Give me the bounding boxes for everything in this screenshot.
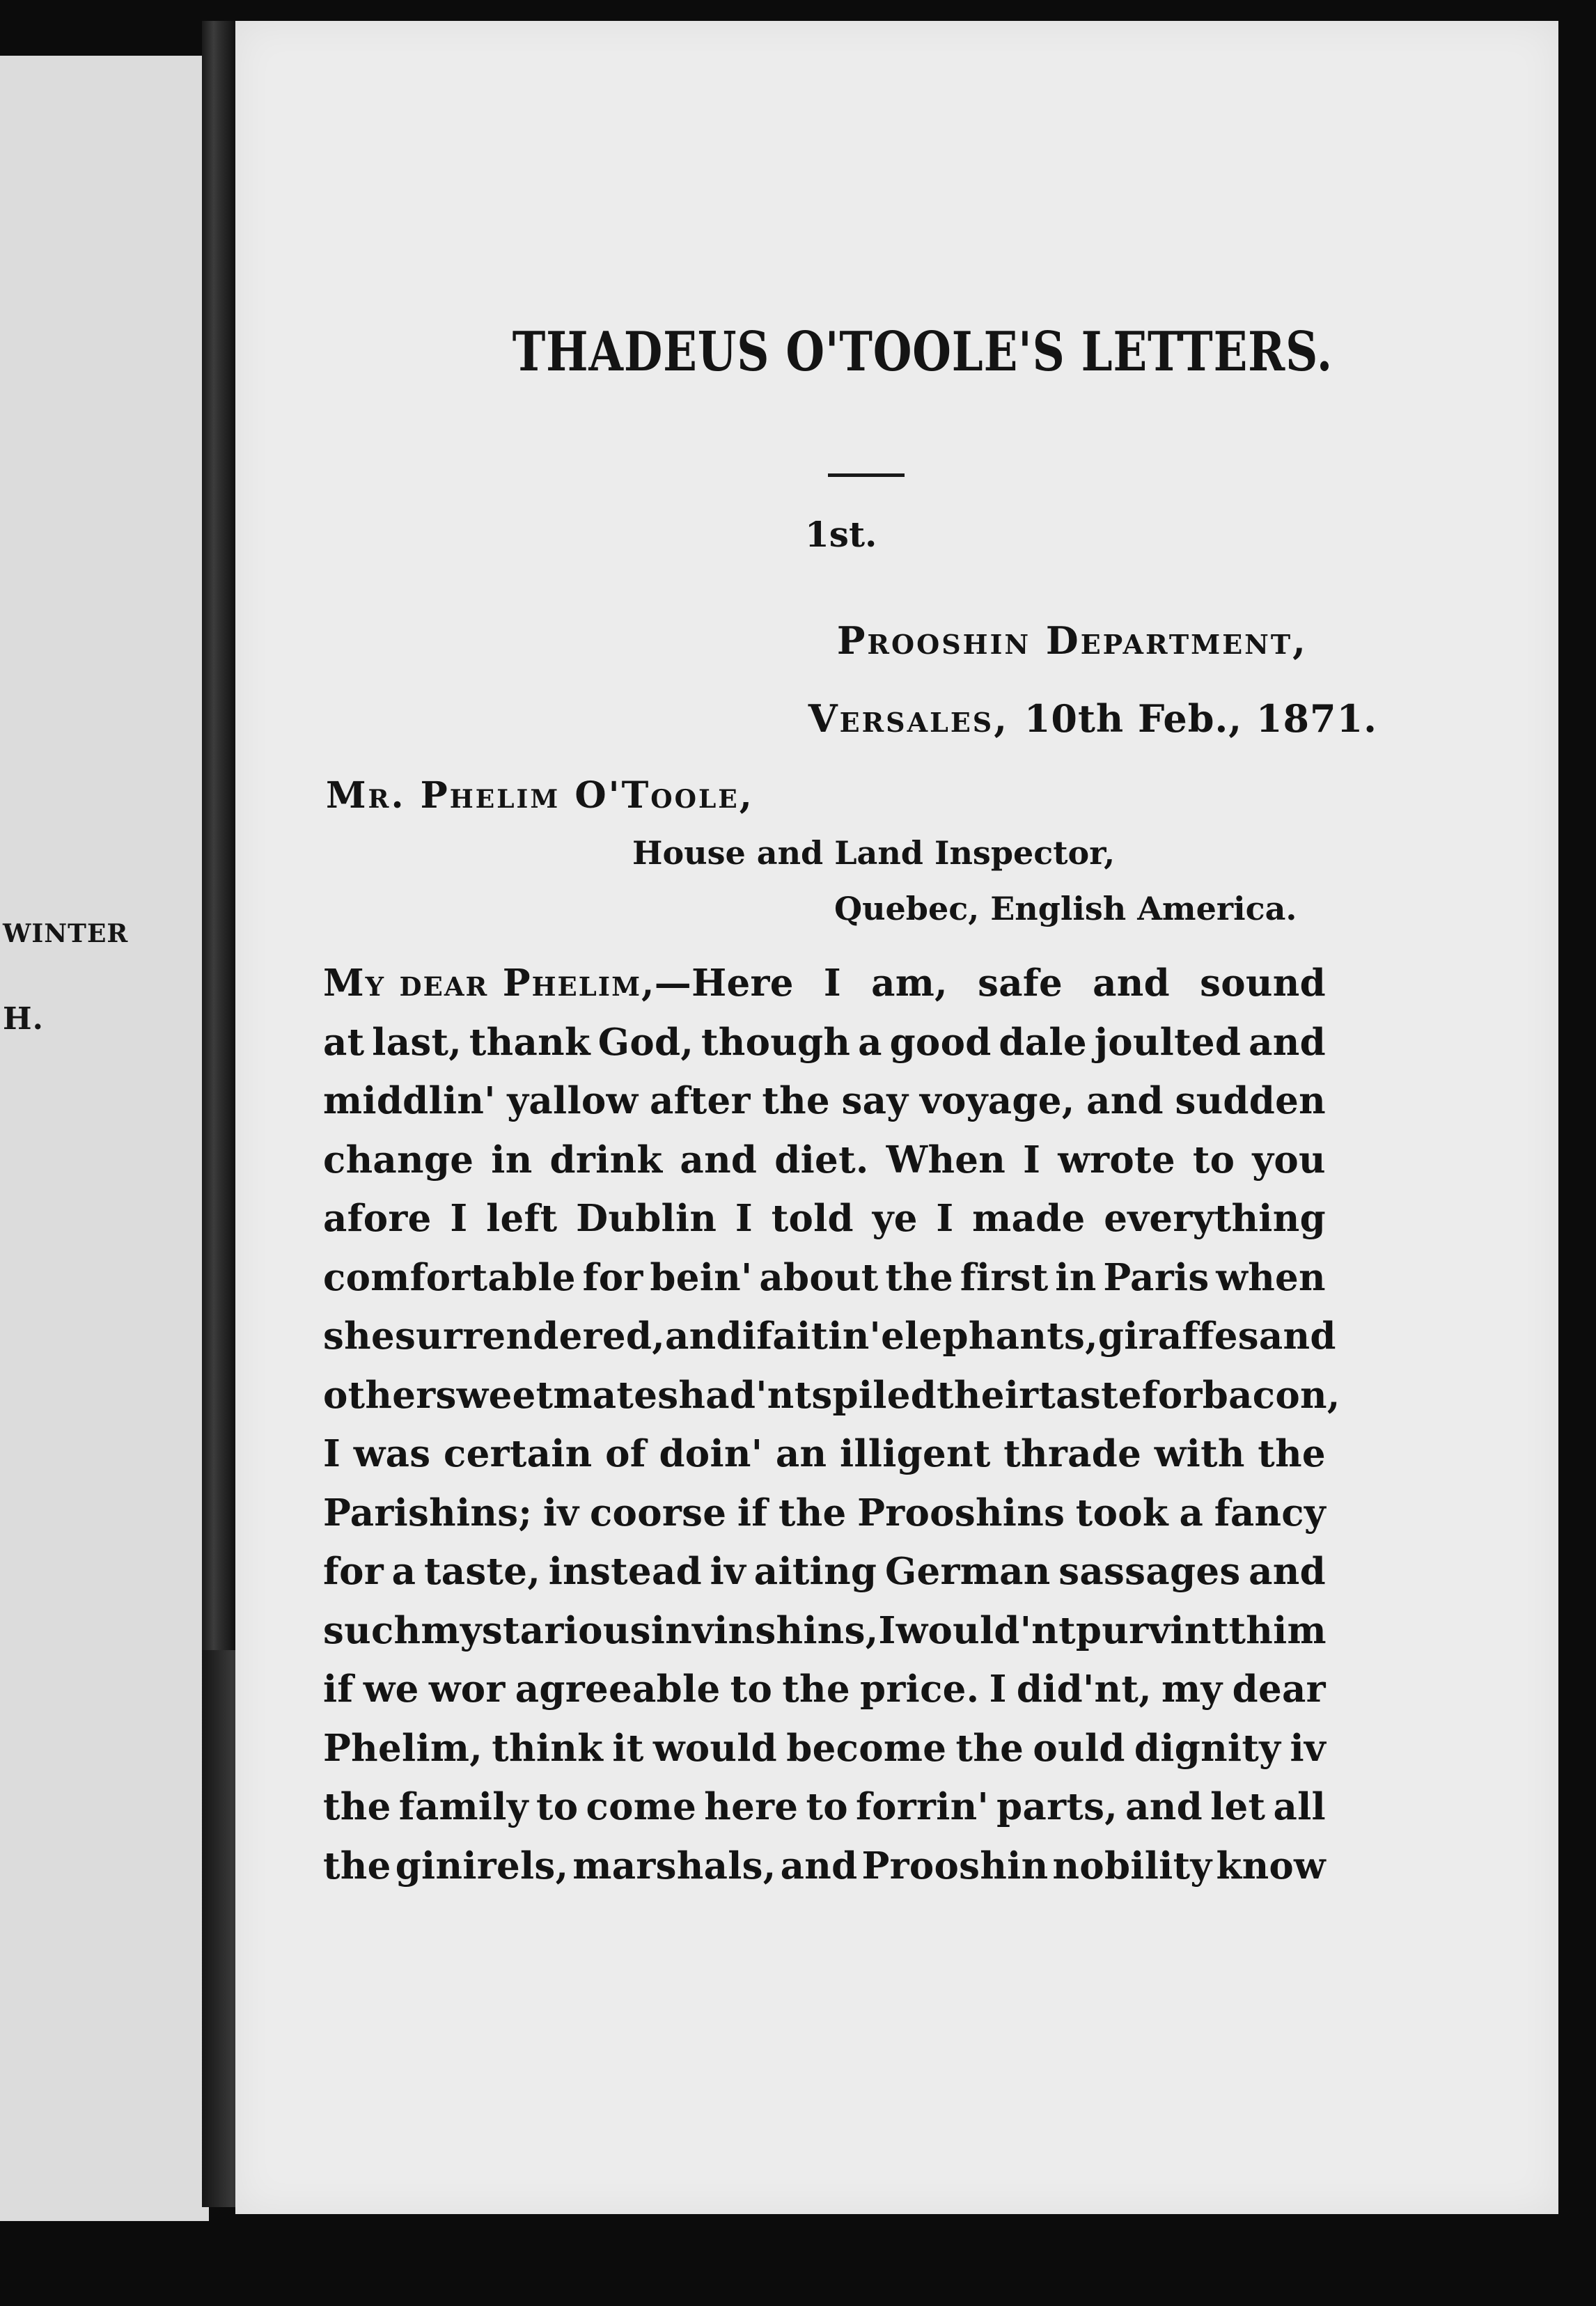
body-word: Phelim, [323,1726,483,1770]
body-word: aiting [753,1550,877,1593]
body-word: ye [872,1197,918,1240]
body-word: good [889,1020,992,1064]
body-line [323,1719,1326,1778]
body-word: diet. [774,1138,869,1182]
left-facing-page [0,56,209,2221]
body-word: a [858,1020,882,1064]
body-word: become [786,1726,947,1770]
body-word: took [1075,1491,1168,1535]
body-word: made [972,1197,1086,1240]
body-word: giraffes [1097,1315,1259,1358]
addressee-line: House and Land Inspector, [632,834,1116,872]
body-word: instead [548,1550,702,1593]
body-word: and [1093,962,1170,1005]
body-word: and [1249,1020,1326,1064]
body-word: Prooshin [861,1844,1049,1888]
body-word: let [1210,1785,1266,1828]
body-word: told [771,1197,854,1240]
body-word: their [937,1373,1039,1417]
body-line [323,1131,1326,1190]
body-line [323,1660,1326,1719]
body-word: coorse [589,1491,727,1535]
body-word: and [1249,1550,1326,1593]
body-word: when [1216,1255,1326,1299]
body-word: iv [1290,1726,1326,1770]
body-word: middlin' [323,1079,496,1122]
body-word: in [1055,1255,1097,1299]
body-line [323,1425,1326,1484]
body-word: come [586,1785,697,1828]
body-word: first [960,1255,1049,1299]
body-word: ould [1033,1726,1125,1770]
body-word: sudden [1175,1079,1326,1122]
body-word: certain [444,1432,593,1475]
body-word: to [730,1668,773,1711]
body-word: Dublin [576,1197,717,1240]
body-word: the [1258,1432,1326,1475]
body-word: purvint [1075,1608,1229,1652]
body-word: last, [372,1020,462,1064]
body-word: bein' [650,1255,753,1299]
body-word: though [701,1020,851,1064]
body-word: I [735,1197,753,1240]
body-word: wrote [1058,1138,1175,1182]
body-word: a [391,1550,416,1593]
body-word: thim [1228,1608,1327,1652]
body-word: the [885,1255,954,1299]
addressee-name: Mr. Phelim O'Toole, [326,774,754,817]
body-word: it [612,1726,644,1770]
body-line [323,1484,1326,1543]
body-word: I [989,1668,1007,1711]
body-word: safe [978,962,1063,1005]
body-line [323,954,1326,1013]
body-word: agreeable [515,1668,721,1711]
body-word: God, [597,1020,694,1064]
body-word: doin' [659,1432,763,1475]
body-line [323,1072,1326,1131]
body-word: forrin' [856,1785,989,1828]
body-word: wor [428,1668,506,1711]
letter-number: 1st. [805,514,877,555]
body-word: spiled [811,1373,937,1417]
body-word: I [323,1432,341,1475]
body-word: thank [469,1020,590,1064]
body-word: would [652,1726,778,1770]
body-word: the [323,1785,391,1828]
dateline-department: Prooshin Department, [836,618,1308,663]
body-word: everything [1104,1197,1326,1240]
body-line [323,1013,1326,1072]
body-word: I [823,962,841,1005]
body-word: and [780,1844,858,1888]
body-word: after [650,1079,751,1122]
body-word: did'nt, [1016,1668,1152,1711]
body-word: she [323,1315,395,1358]
body-line [323,1366,1340,1425]
title-rule [828,473,905,477]
body-word: am, [871,962,948,1005]
body-word: the [762,1079,830,1122]
body-word: iv [542,1491,579,1535]
body-word: sassages [1058,1550,1241,1593]
body-word: taste, [423,1550,541,1593]
body-word: all [1273,1785,1326,1828]
body-word: and [680,1138,758,1182]
body-word: you [1252,1138,1326,1182]
body-word: an [775,1432,827,1475]
body-word: if [737,1491,768,1535]
body-word: dignity [1134,1726,1281,1770]
body-word: fancy [1214,1491,1326,1535]
body-word: comfortable [323,1255,576,1299]
body-word: invinshins, [650,1608,879,1652]
body-word: know [1216,1844,1326,1888]
body-word: mystarious [421,1608,651,1652]
body-word: we [363,1668,419,1711]
body-word: for [582,1255,643,1299]
body-word: had'nt [678,1373,812,1417]
body-word: the [323,1844,391,1888]
body-word: would'nt [895,1608,1076,1652]
body-word: nobility [1052,1844,1212,1888]
body-word: such [323,1608,421,1652]
body-word: at [323,1020,365,1064]
body-word: in [491,1138,533,1182]
body-word: I [450,1197,468,1240]
body-line [323,1189,1326,1248]
body-word: other [323,1373,436,1417]
body-word: and [1258,1315,1336,1358]
body-word: My dear Phelim,—Here [323,962,794,1005]
body-word: Prooshins [857,1491,1065,1535]
body-word: to [1192,1138,1235,1182]
body-word: ginirels, [395,1844,569,1888]
body-word: elephants, [881,1315,1098,1358]
body-word: change [323,1138,474,1182]
body-word: here [704,1785,799,1828]
body-word: the [782,1668,850,1711]
body-line [323,1248,1326,1308]
body-word: and [1125,1785,1203,1828]
body-word: illigent [839,1432,991,1475]
body-word: and [665,1315,742,1358]
body-word: with [1154,1432,1245,1475]
body-word: surrendered, [395,1315,666,1358]
body-word: joulted [1094,1020,1242,1064]
book-page [235,21,1558,2214]
body-word: for [1141,1373,1203,1417]
body-word: I [1023,1138,1041,1182]
body-word: sound [1200,962,1326,1005]
body-word: and [1086,1079,1164,1122]
page-title: THADEUS O'TOOLE'S LETTERS. [512,320,1333,384]
body-word: afore [323,1197,432,1240]
addressee-line: Quebec, English America. [834,890,1297,927]
body-line [323,1601,1326,1661]
body-word: parts, [996,1785,1118,1828]
body-word: the [778,1491,847,1535]
body-word: voyage, [919,1079,1075,1122]
body-word: taste [1038,1373,1142,1417]
body-word: family [398,1785,529,1828]
left-page-fragment: H. [3,1001,44,1037]
body-word: drink [549,1138,663,1182]
body-word: was [353,1432,431,1475]
body-word: left [486,1197,558,1240]
dateline-date: 10th Feb., 1871. [1024,696,1377,741]
body-line [323,1542,1326,1601]
body-word: for [323,1550,384,1593]
body-word: to [806,1785,848,1828]
body-line [323,1837,1326,1896]
body-word: bacon, [1202,1373,1340,1417]
dateline-place-date [808,696,1377,741]
body-word: yallow [507,1079,639,1122]
body-word: Paris [1103,1255,1210,1299]
body-word: a [1179,1491,1204,1535]
body-word: German [884,1550,1051,1593]
body-word: Parishins; [323,1491,533,1535]
body-word: I [936,1197,954,1240]
letter-body [323,954,1340,1895]
dateline-place: Versales, [808,696,1010,741]
body-word: if [323,1668,354,1711]
body-word: if [742,1315,773,1358]
body-word: aitin' [772,1315,882,1358]
body-word: marshals, [572,1844,776,1888]
body-word: to [535,1785,579,1828]
body-word: iv [710,1550,746,1593]
body-word: the [955,1726,1024,1770]
body-word: thrade [1003,1432,1142,1475]
body-word: of [605,1432,646,1475]
body-word: my [1161,1668,1223,1711]
body-word: price. [860,1668,980,1711]
body-word: sweetmates [435,1373,679,1417]
body-word: When [886,1138,1006,1182]
body-word: about [759,1255,879,1299]
salutation: My dear Phelim [323,962,642,1005]
body-line [323,1307,1336,1366]
body-word: think [492,1726,604,1770]
body-word: I [878,1608,896,1652]
body-line [323,1778,1326,1837]
body-word: dear [1232,1668,1326,1711]
body-word: dale [999,1020,1087,1064]
left-page-fragment: WINTER [3,919,129,948]
body-word: say [841,1079,909,1122]
